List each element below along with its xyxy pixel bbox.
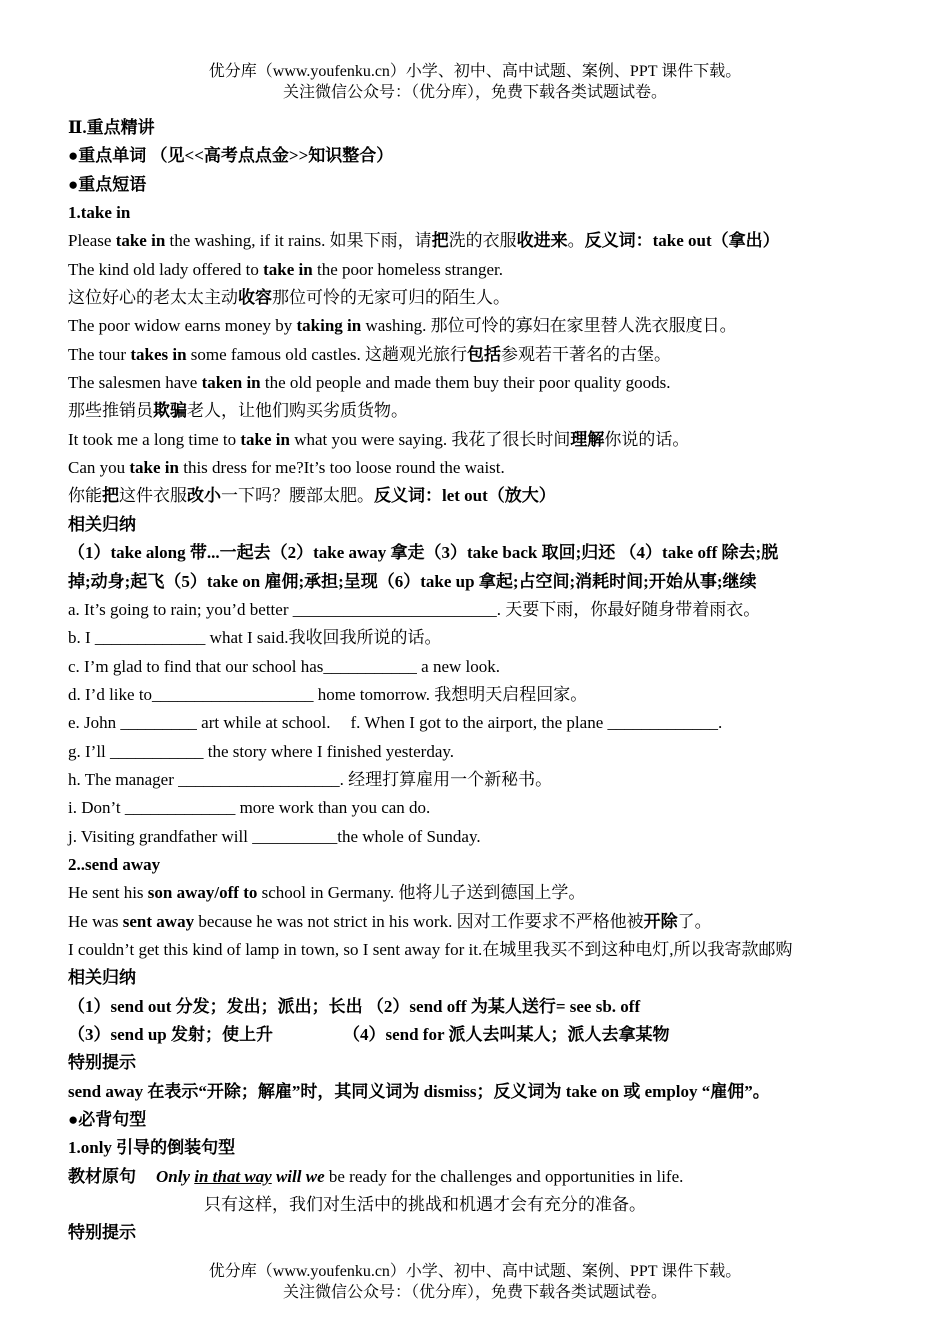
take-in-summary-line-1: （1）take along 带...一起去（2）take away 拿走（3）take back 取回;归还 （4）take off 除去;脱 <box>68 543 779 563</box>
page-header <box>0 61 950 103</box>
exercise-h: h. The manager ___________________. 经理打算雇用一个新秘书。 <box>68 769 553 789</box>
key-phrases-heading: ●重点短语 <box>68 174 147 194</box>
send-away-tip-heading: 特别提示 <box>68 1053 136 1073</box>
patterns-tip-heading: 特别提示 <box>68 1223 136 1243</box>
key-words-heading: ●重点单词 （见<<高考点点金>>知识整合） <box>68 146 394 166</box>
exercise-d: d. I’d like to___________________ home tomorrow. 我想明天启程回家。 <box>68 684 588 704</box>
patterns-heading: ●必背句型 <box>68 1110 147 1130</box>
take-in-summary-heading: 相关归纳 <box>68 514 136 534</box>
take-in-example-2-translation: 这位好心的老太太主动收容那位可怜的无家可归的陌生人。 <box>68 288 510 308</box>
document-body <box>68 114 888 1248</box>
textbook-sentence: 教材原句 Only in that way will we be ready for the challenges and opportunities in life. <box>68 1166 684 1186</box>
exercise-j: j. Visiting grandfather will __________the whole of Sunday. <box>68 826 481 846</box>
section-title: Ⅱ.重点精讲 <box>68 118 155 137</box>
send-away-summary-heading: 相关归纳 <box>68 968 136 988</box>
take-in-example-2: The kind old lady offered to take in the poor homeless stranger. <box>68 259 503 279</box>
header-line-2: 关注微信公众号：（优分库），免费下载各类试题试卷。 <box>282 84 667 101</box>
take-in-example-3: The poor widow earns money by taking in washing. 那位可怜的寡妇在家里替人洗衣服度日。 <box>68 316 737 336</box>
take-in-example-7: Can you take in this dress for me?It’s too loose round the waist. <box>68 458 505 478</box>
take-in-example-5: The salesmen have taken in the old people and made them buy their poor quality goods. <box>68 373 671 393</box>
exercise-a: a. It’s going to rain; you’d better ________________________. 天要下雨，你最好随身带着雨衣。 <box>68 599 761 619</box>
footer-line-2: 关注微信公众号：（优分库），免费下载各类试题试卷。 <box>282 1284 667 1301</box>
send-away-example-3: I couldn’t get this kind of lamp in town, so I sent away for it.在城里我买不到这种电灯,所以我寄款邮购 <box>68 939 793 959</box>
take-in-example-4: The tour takes in some famous old castles. 这趟观光旅行包括参观若干著名的古堡。 <box>68 344 672 364</box>
exercise-b: b. I _____________ what I said.我收回我所说的话。 <box>68 628 442 648</box>
exercise-e-f <box>68 709 888 737</box>
take-in-example-6: It took me a long time to take in what you were saying. 我花了很长时间理解你说的话。 <box>68 429 690 449</box>
header-line-1: 优分库（www.youfenku.cn）小学、初中、高中试题、案例、PPT 课件下载。 <box>208 63 742 80</box>
send-away-tip: send away 在表示“开除；解雇”时，其同义词为 dismiss；反义词为 take on 或 employ “雇佣”。 <box>68 1081 770 1101</box>
exercise-i: i. Don’t _____________ more work than you can do. <box>68 798 431 818</box>
exercise-g: g. I’ll ___________ the story where I finished yesterday. <box>68 741 455 761</box>
page-footer <box>0 1261 950 1303</box>
exercise-c: c. I’m glad to find that our school has___________ a new look. <box>68 656 501 676</box>
send-away-heading: 2..send away <box>68 854 161 874</box>
only-inversion-heading: 1.only 引导的倒装句型 <box>68 1138 236 1158</box>
send-away-summary-line-1: （1）send out 分发；发出；派出；长出 （2）send off 为某人送行= see sb. off <box>68 996 641 1016</box>
footer-line-1: 优分库（www.youfenku.cn）小学、初中、高中试题、案例、PPT 课件下载。 <box>208 1263 742 1280</box>
take-in-heading: 1.take in <box>68 203 131 223</box>
take-in-summary-line-2: 掉;动身;起飞（5）take on 雇佣;承担;呈现（6）take up 拿起;占空间;消耗时间;开始从事;继续 <box>68 571 757 591</box>
textbook-sentence-translation: 只有这样，我们对生活中的挑战和机遇才会有充分的准备。 <box>204 1195 646 1215</box>
take-in-example-5-translation: 那些推销员欺骗老人，让他们购买劣质货物。 <box>68 401 408 421</box>
take-in-example-1: Please take in the washing, if it rains. 如果下雨，请把洗的衣服收进来。反义词：take out（拿出） <box>68 231 780 251</box>
send-away-example-2: He was sent away because he was not strict in his work. 因对工作要求不严格他被开除了。 <box>68 911 712 931</box>
send-away-summary-line-2: （3）send up 发射；使上升 （4）send for 派人去叫某人；派人去拿某物 <box>68 1025 670 1044</box>
exercise-e: e. John _________ art while at school. <box>68 713 331 733</box>
send-away-example-1: He sent his son away/off to school in Germany. 他将儿子送到德国上学。 <box>68 883 586 903</box>
exercise-f: f. When I got to the airport, the plane _____________. <box>350 713 723 733</box>
take-in-example-7-translation: 你能把这件衣服改小一下吗？腰部太肥。反义词：let out（放大） <box>68 486 556 506</box>
